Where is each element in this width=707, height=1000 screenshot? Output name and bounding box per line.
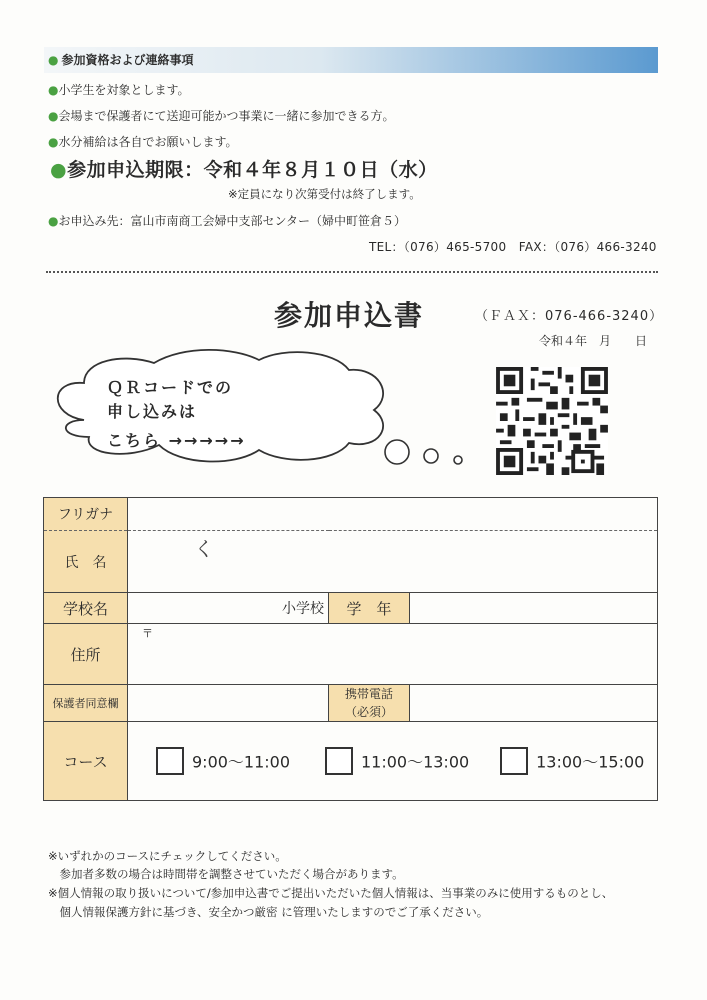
note-line: ※個人情報の取り扱いについて/参加申込書でご提出いただいた個人情報は、当事業のみに使用するものとし、 [48, 886, 614, 900]
label-school: 学校名 [44, 593, 128, 624]
cloud-line-2: 申し込みは [107, 402, 198, 421]
course-option[interactable]: 11:00～13:00 [325, 753, 469, 769]
note-line: 個人情報保護方針に基づき、安全かつ厳密 に管理いたしますのでご了承ください。 [48, 905, 489, 919]
name-field[interactable] [128, 531, 658, 593]
info-bullet: ●水分補給は各自でお願いします。 [48, 135, 238, 149]
cloud-bubble-small [454, 456, 462, 464]
school-field[interactable] [128, 593, 329, 624]
application-form-table [43, 497, 658, 801]
deadline: ●参加申込期限：令和４年８月１０日（水） [50, 159, 438, 181]
course-option[interactable]: 13:00～15:00 [500, 753, 644, 769]
label-course: コース [44, 722, 128, 801]
guardian-field[interactable] [128, 685, 329, 722]
label-furigana: フリガナ [44, 498, 128, 531]
bullet-icon: ● [48, 83, 59, 97]
apply-destination: ●お申込み先：富山市南商工会婦中支部センター（婦中町笹倉５） [48, 214, 407, 228]
row-guardian [44, 685, 658, 722]
section-title: 参加資格および連絡事項 [61, 53, 194, 67]
checkbox[interactable] [156, 747, 184, 775]
bullet-icon: ● [48, 135, 59, 149]
cloud-line-3: こちら →→→→→ [107, 431, 246, 450]
cloud-bubble-medium [424, 449, 438, 463]
section-header [44, 47, 658, 73]
grade-field[interactable] [410, 593, 658, 624]
row-furigana [44, 498, 658, 531]
bullet-icon: ● [48, 53, 59, 67]
info-bullet: ●小学生を対象とします。 [48, 83, 190, 97]
row-school [44, 593, 658, 624]
label-address: 住所 [44, 624, 128, 685]
cut-line [46, 271, 658, 273]
row-course [44, 722, 658, 801]
cloud-line-1: ＱＲコードでの [107, 378, 234, 397]
label-mobile: 携帯電話 （必須） [329, 685, 410, 722]
cloud-bubble-large [385, 440, 409, 464]
bullet-icon: ● [48, 109, 59, 123]
deadline-note: ※定員になり次第受付は終了します。 [228, 187, 421, 201]
checkbox[interactable] [325, 747, 353, 775]
qr-code-icon[interactable] [496, 367, 608, 475]
info-bullet: ●会場まで保護者にて送迎可能かつ事業に一緒に参加できる方。 [48, 109, 395, 123]
label-guardian: 保護者同意欄 [44, 685, 128, 722]
bullet-icon: ● [48, 214, 59, 228]
school-suffix: 小学校 [282, 601, 324, 617]
row-address [44, 624, 658, 685]
bullet-icon: ● [50, 159, 68, 181]
mobile-field[interactable] [410, 685, 658, 722]
course-option[interactable]: 9:00～11:00 [156, 753, 290, 769]
course-options [128, 722, 658, 801]
row-name [44, 531, 658, 593]
postal-mark: 〒 [142, 627, 153, 640]
form-fax: （ＦＡＸ：076-466-3240） [475, 309, 664, 324]
address-field[interactable] [128, 624, 658, 685]
note-line: 参加者多数の場合は時間帯を調整させていただく場合があります。 [48, 867, 404, 881]
label-grade: 学 年 [329, 593, 410, 624]
form-date: 令和４年 月 日 [539, 334, 648, 348]
furigana-field[interactable] [128, 498, 658, 531]
note-line: ※いずれかのコースにチェックしてください。 [48, 849, 287, 863]
checkbox[interactable] [500, 747, 528, 775]
form-title: 参加申込書 [274, 299, 425, 332]
fax: FAX：（076）466-3240 [518, 240, 657, 254]
label-name: 氏 名 [44, 531, 128, 593]
contact-line [369, 238, 657, 255]
tel: TEL：（076）465-5700 [369, 240, 507, 254]
scribble-mark: く [194, 537, 214, 561]
